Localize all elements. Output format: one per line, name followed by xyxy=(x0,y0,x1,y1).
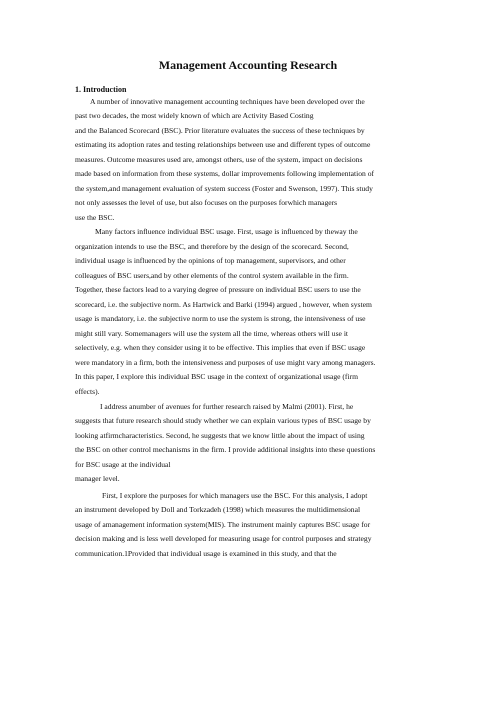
text-line: Many factors influence individual BSC usage. First, usage is influenced by theway the xyxy=(95,227,358,236)
text-line: made based on information from these systems, dollar improvements following implementation of xyxy=(75,169,375,178)
text-line: might still vary. Somemanagers will use the system all the time, whereas others will use it xyxy=(75,329,349,338)
text-line: past two decades, the most widely known of which are Activity Based Costing xyxy=(75,111,314,120)
text-line: were mandatory in a firm, both the intensiveness and purposes of use might vary among managers. xyxy=(75,358,376,367)
text-line: not only assesses the level of use, but also focuses on the purposes forwhich managers xyxy=(75,198,338,207)
text-line: A number of innovative management accounting techniques have been developed over the xyxy=(90,97,365,106)
text-line: organization intends to use the BSC, and therefore by the design of the scorecard. Second, xyxy=(75,242,349,251)
text-line: usage is mandatory, i.e. the subjective norm to use the system is strong, the intensiveness of use xyxy=(75,314,366,323)
text-line: selectively, e.g. when they consider using it to be effective. This implies that even if BSC usage xyxy=(75,343,366,352)
text-line: Together, these factors lead to a varying degree of pressure on individual BSC users to use the xyxy=(75,285,361,294)
text-line: individual usage is influenced by the opinions of top management, supervisors, and other xyxy=(75,256,346,265)
text-line: colleagues of BSC users,and by other elements of the control system available in the firm. xyxy=(75,271,349,280)
text-line: decision making and is less well developed for measuring usage for control purposes and strategy xyxy=(75,534,372,543)
text-line: the BSC on other control mechanisms in the firm. I provide additional insights into these questions xyxy=(75,445,376,454)
text-line: communication.1Provided that individual usage is examined in this study, and that the xyxy=(75,549,337,558)
text-line: for BSC usage at the individual xyxy=(75,460,171,469)
text-line: scorecard, i.e. the subjective norm. As Hartwick and Barki (1994) argued , however, when system xyxy=(75,300,372,309)
text-line: effects). xyxy=(75,387,100,396)
text-line: suggests that future research should study whether we can explain various types of BSC usage by xyxy=(75,416,371,425)
text-line: use the BSC. xyxy=(75,213,115,222)
page-title: Management Accounting Research xyxy=(158,58,338,72)
section-heading: 1. Introduction xyxy=(75,85,127,94)
text-line: and the Balanced Scorecard (BSC). Prior literature evaluates the success of these techniques by xyxy=(75,126,365,135)
text-line: In this paper, I explore this individual BSC usage in the context of organizational usage (firm xyxy=(75,372,358,381)
text-line: manager level. xyxy=(75,474,120,483)
text-line: First, I explore the purposes for which managers use the BSC. For this analysis, I adopt xyxy=(102,491,368,500)
text-line: an instrument developed by Doll and Torkzadeh (1998) which measures the multidimensional xyxy=(75,505,361,514)
text-line: measures. Outcome measures used are, amongst others, use of the system, impact on decisions xyxy=(75,155,363,164)
text-line: usage of amanagement information system(MIS). The instrument mainly captures BSC usage for xyxy=(75,520,371,529)
text-line: the system,and management evaluation of system success (Foster and Swenson, 1997). This study xyxy=(75,184,373,193)
text-line: estimating its adoption rates and testing relationships between use and different types of outcome xyxy=(75,140,371,149)
text-line: I address anumber of avenues for further research raised by Malmi (2001). First, he xyxy=(100,402,354,411)
text-line: looking atfirmcharacteristics. Second, he suggests that we know little about the impact of using xyxy=(75,431,365,440)
